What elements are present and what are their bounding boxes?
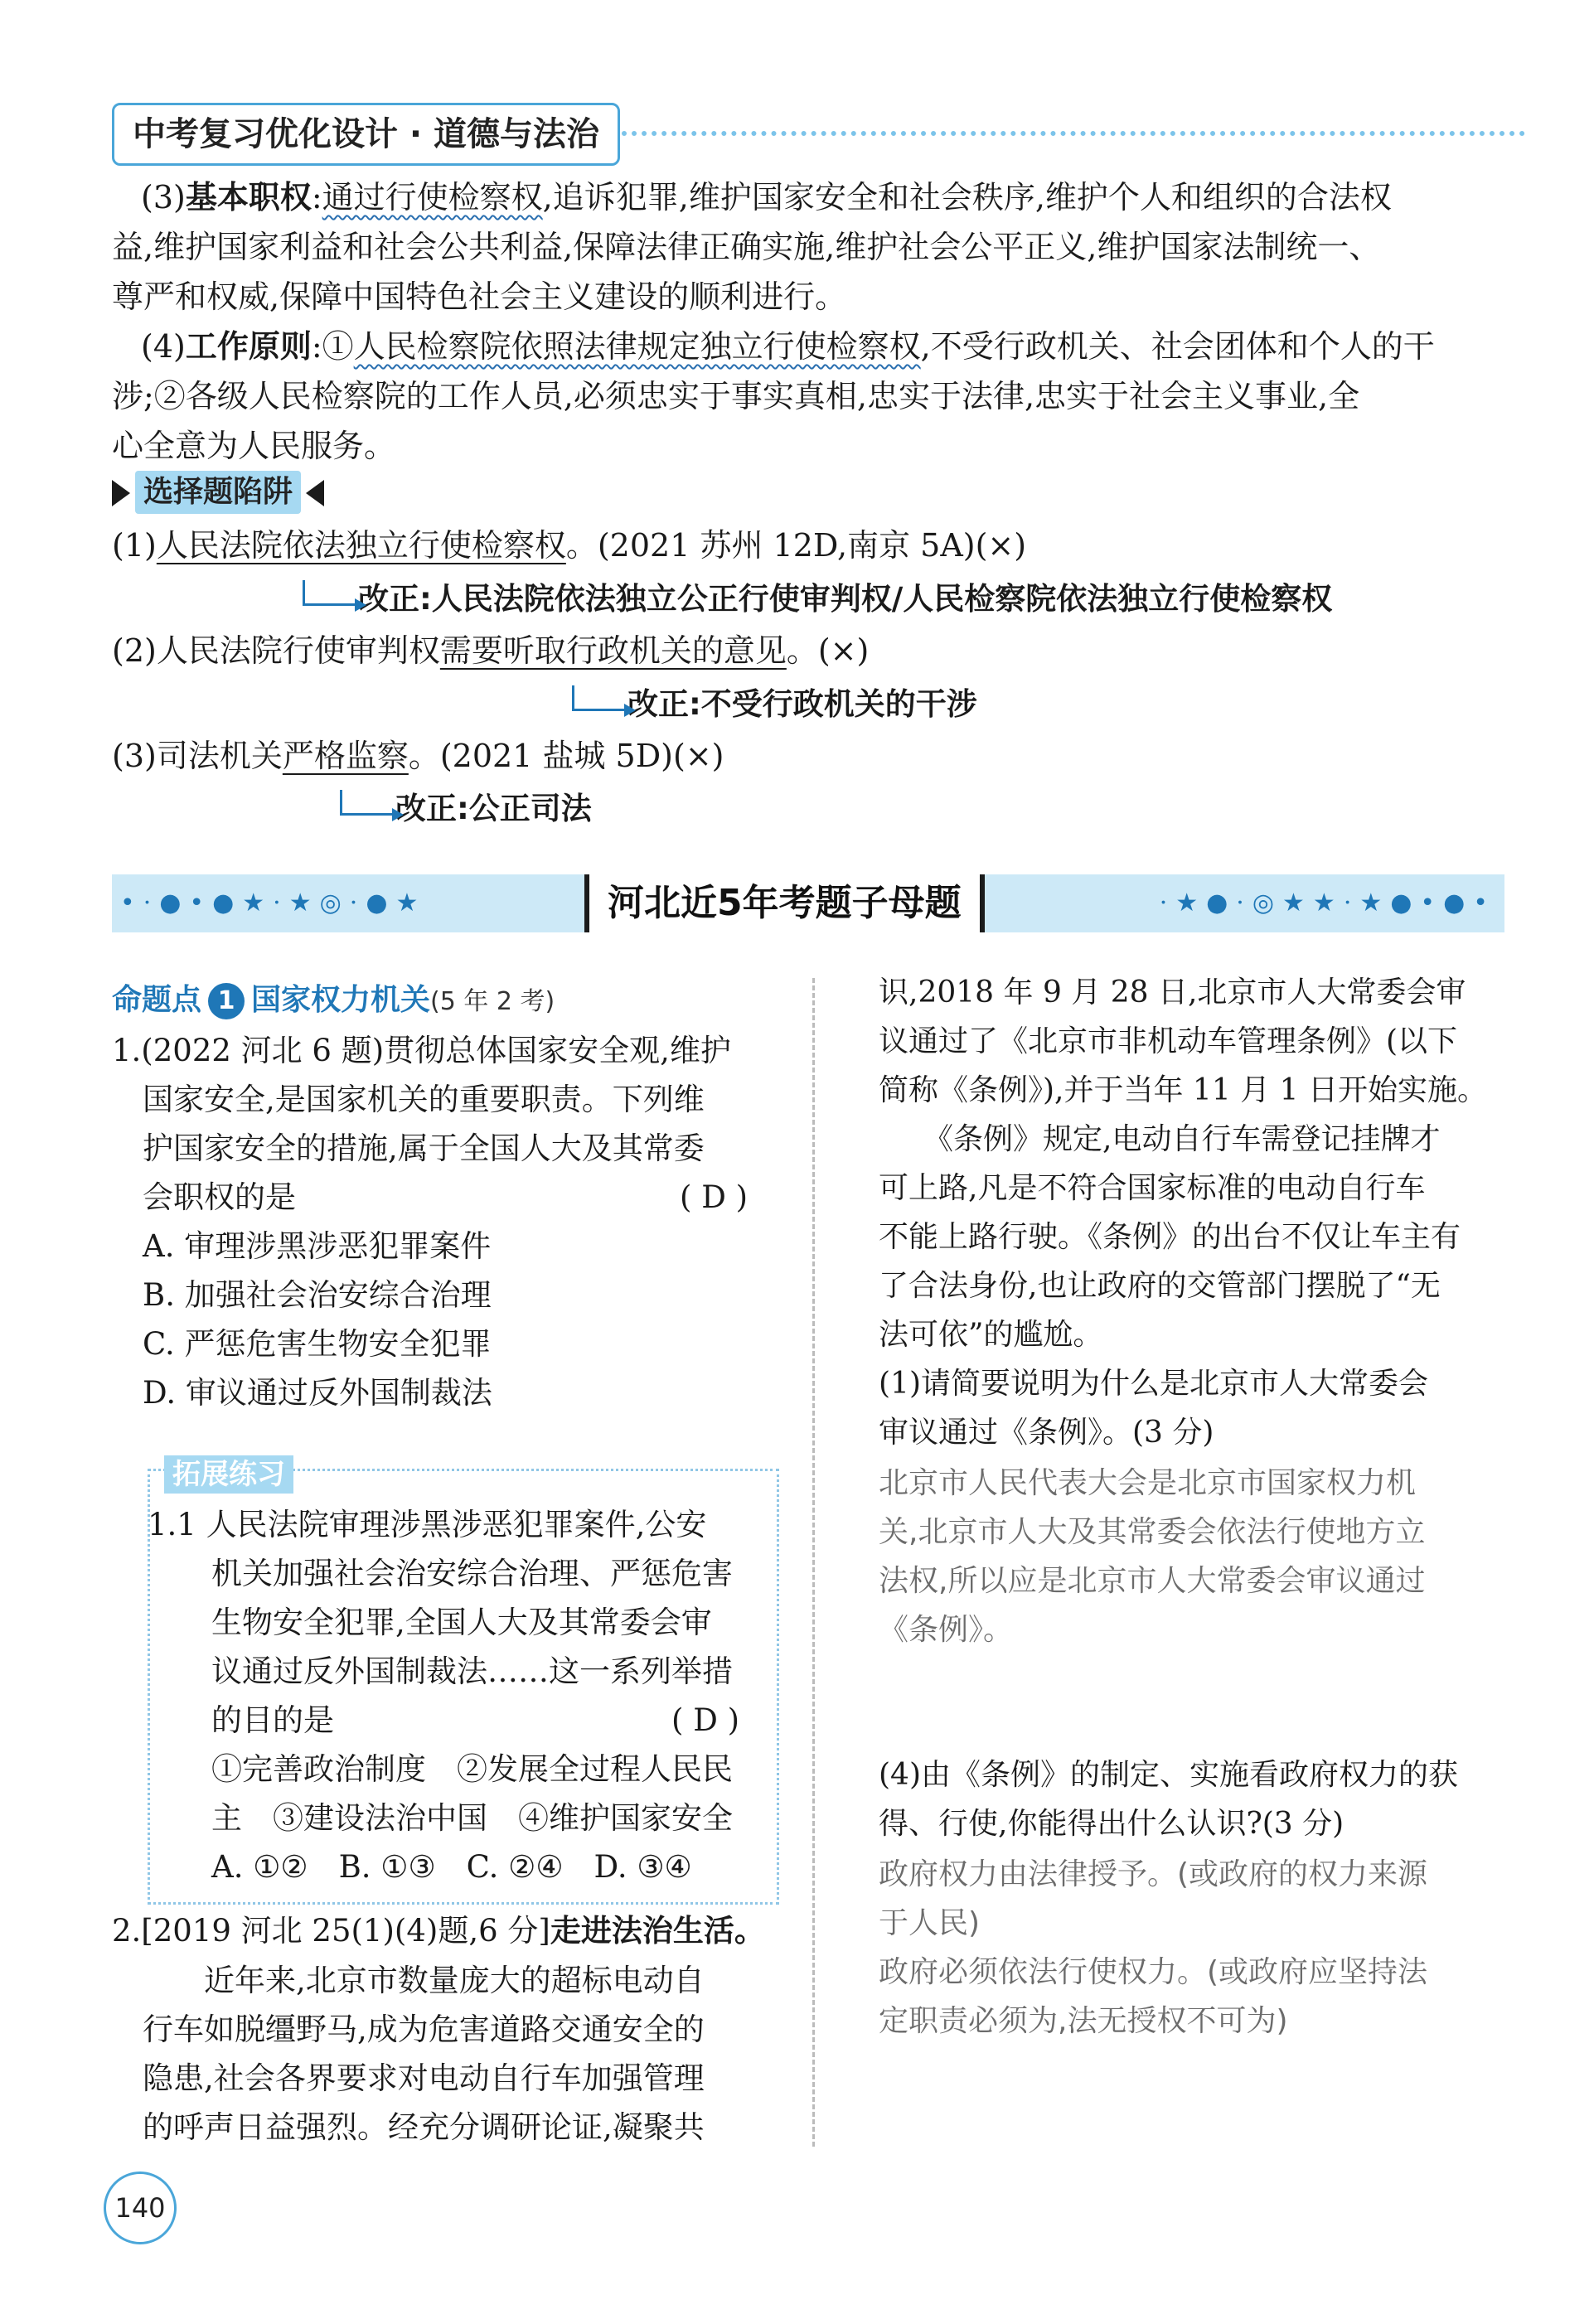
ext-options-1: ①完善政治制度 ②发展全过程人民民	[211, 1751, 733, 1787]
correction-arrow-icon	[340, 790, 392, 816]
ext-line4: 议通过反外国制裁法……这一系列举措	[211, 1653, 733, 1689]
sub-question-4: (4)由《条例》的制定、实施看政府权力的获	[879, 1758, 1458, 1792]
exam-point-heading: 命题点 1 国家权力机关(5 年 2 考)	[112, 980, 555, 1023]
right-line1: 识,2018 年 9 月 28 日,北京市人大常委会审	[879, 976, 1466, 1009]
trap-item-3: (3)司法机关严格监察。(2021 盐城 5D)(×)	[112, 738, 724, 774]
q1-option-d: D. 审议通过反外国制裁法	[143, 1375, 492, 1411]
trap-correction-2: 改正:不受行政机关的干涉	[572, 681, 977, 728]
ext-line1: 1.1 人民法院审理涉黑涉恶犯罪案件,公安	[148, 1507, 707, 1542]
sub-question-1: (1)请简要说明为什么是北京市人大常委会	[879, 1367, 1428, 1401]
running-header: 中考复习优化设计 · 道德与法治	[112, 103, 620, 166]
ext-line2: 机关加强社会治安综合治理、严惩危害	[211, 1556, 733, 1591]
answer-1-line1: 北京市人民代表大会是北京市国家权力机	[879, 1466, 1417, 1500]
p4-line1: (4)工作原则:①人民检察院依照法律规定独立行使检察权,不受行政机关、社会团体和个人的干	[141, 328, 1435, 365]
q1-option-c: C. 严惩危害生物安全犯罪	[143, 1326, 492, 1362]
header-dotted-rule	[622, 131, 1525, 136]
p3-line3: 尊严和权威,保障中国特色社会主义建设的顺利进行。	[112, 278, 847, 315]
q1-line3: 护国家安全的措施,属于全国人大及其常委	[143, 1131, 705, 1166]
right-line2: 议通过了《北京市非机动车管理条例》(以下	[879, 1024, 1458, 1058]
correction-arrow-icon	[303, 580, 355, 606]
p4-line2: 涉;②各级人民检察院的工作人员,必须忠实于事实真相,忠实于法律,忠实于社会主义事业,全	[112, 378, 1360, 414]
q1-line2: 国家安全,是国家机关的重要职责。下列维	[143, 1082, 705, 1117]
triangle-left-icon	[306, 480, 324, 506]
ext-answer: ( D )	[671, 1702, 740, 1738]
trap-item-1: (1)人民法院依法独立行使检察权。(2021 苏州 12D,南京 5A)(×)	[112, 527, 1027, 564]
extension-label: 拓展练习	[164, 1455, 293, 1494]
triangle-right-icon	[112, 480, 130, 506]
sub-question-4-cont: 得、行使,你能得出什么认识?(3 分)	[879, 1807, 1344, 1841]
q1-line4: 会职权的是	[143, 1179, 296, 1215]
trap-correction-3: 改正:公正司法	[340, 786, 592, 832]
right-line8: 法可依”的尴尬。	[879, 1318, 1103, 1352]
q2-head: 2.[2019 河北 25(1)(4)题,6 分]走进法治生活。	[112, 1913, 765, 1949]
q2-line4: 的呼声日益强烈。经充分调研论证,凝聚共	[143, 2109, 705, 2145]
p3-line1: (3)基本职权:通过行使检察权,追诉犯罪,维护国家安全和社会秩序,维护个人和组织的合法权	[141, 179, 1392, 215]
answer-4-line2: 于人民)	[879, 1906, 981, 1940]
section-banner	[112, 874, 1504, 932]
q2-line1: 近年来,北京市数量庞大的超标电动自	[143, 1963, 705, 1998]
answer-1-line3: 法权,所以应是北京市人大常委会审议通过	[879, 1564, 1426, 1598]
right-line7: 了合法身份,也让政府的交管部门摆脱了“无	[879, 1269, 1441, 1303]
right-line3: 简称《条例》),并于当年 11 月 1 日开始实施。	[879, 1073, 1487, 1107]
q1-option-a: A. 审理涉黑涉恶犯罪案件	[143, 1228, 492, 1264]
right-line5: 可上路,凡是不符合国家标准的电动自行车	[879, 1171, 1426, 1205]
ext-options-2: 主 ③建设法治中国 ④维护国家安全	[211, 1800, 733, 1836]
sub-question-1-cont: 审议通过《条例》。(3 分)	[879, 1416, 1214, 1450]
column-divider	[812, 978, 815, 2147]
page-number: 140	[104, 2171, 177, 2244]
p3-line2: 益,维护国家利益和社会公共利益,保障法律正确实施,维护社会公平正义,维护国家法制统一、	[112, 229, 1381, 265]
trap-heading: 选择题陷阱	[112, 471, 324, 514]
q1-option-b: B. 加强社会治安综合治理	[143, 1277, 492, 1313]
ext-line5: 的目的是	[211, 1702, 334, 1738]
trap-item-2: (2)人民法院行使审判权需要听取行政机关的意见。(×)	[112, 632, 870, 669]
section-title: 河北近5年考题子母题	[584, 874, 985, 932]
right-line6: 不能上路行驶。《条例》的出台不仅让车主有	[879, 1220, 1461, 1254]
ext-choices: A. ①② B. ①③ C. ②④ D. ③④	[211, 1849, 692, 1885]
answer-4-line4: 定职责必须为,法无授权不可为)	[879, 2004, 1288, 2038]
star-dots-icon: ·★●·◎★★·★●•●•	[1159, 888, 1496, 917]
q1-line1: 1.(2022 河北 6 题)贯彻总体国家安全观,维护	[112, 1033, 731, 1068]
answer-1-line4: 《条例》。	[879, 1613, 1014, 1647]
q2-line2: 行车如脱缰野马,成为危害道路交通安全的	[143, 2012, 705, 2047]
q2-line3: 隐患,社会各界要求对电动自行车加强管理	[143, 2060, 705, 2096]
answer-4-line1: 政府权力由法律授予。(或政府的权力来源	[879, 1857, 1428, 1891]
answer-4-line3: 政府必须依法行使权力。(或政府应坚持法	[879, 1955, 1428, 1989]
correction-arrow-icon	[572, 685, 624, 711]
trap-correction-1: 改正:人民法院依法独立公正行使审判权/人民检察院依法独立行使检察权	[303, 576, 1332, 622]
q1-answer: ( D )	[680, 1179, 749, 1215]
ext-line3: 生物安全犯罪,全国人大及其常委会审	[211, 1605, 712, 1640]
star-dots-icon: •·●•●★·★◎·●★	[120, 888, 427, 917]
answer-1-line2: 关,北京市人大及其常委会依法行使地方立	[879, 1515, 1426, 1549]
right-line4: 《条例》规定,电动自行车需登记挂牌才	[879, 1122, 1441, 1156]
p4-line3: 心全意为人民服务。	[112, 428, 396, 464]
